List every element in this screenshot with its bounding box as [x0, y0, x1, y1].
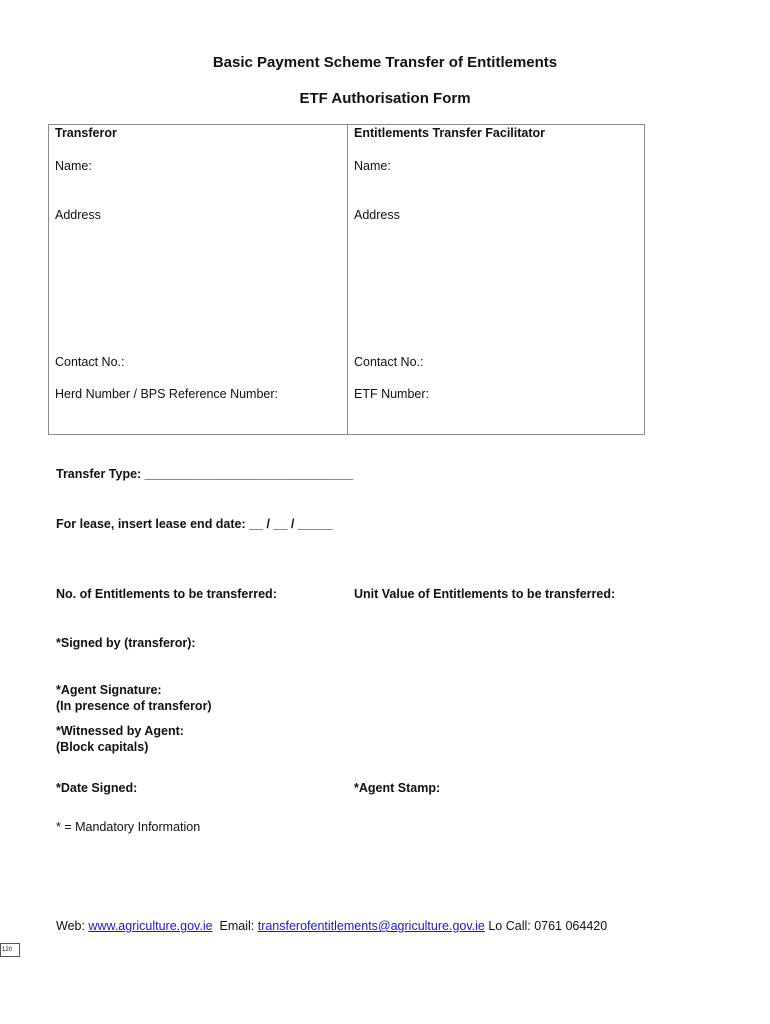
- locall-text: Lo Call: 0761 064420: [484, 919, 608, 933]
- transferor-heading: Transferor: [55, 126, 117, 140]
- parties-table: [48, 124, 645, 435]
- document-title: Basic Payment Scheme Transfer of Entitlements: [212, 54, 558, 71]
- mandatory-note: * = Mandatory Information: [56, 820, 201, 834]
- contact-footer: [56, 919, 607, 933]
- page-marker: 120: [0, 943, 20, 957]
- facilitator-etf-label: ETF Number:: [354, 387, 430, 401]
- agent-signature-note: (In presence of transferor): [56, 699, 212, 713]
- document-subtitle: ETF Authorisation Form: [299, 90, 471, 107]
- email-label: Email:: [212, 919, 258, 933]
- witnessed-note: (Block capitals): [56, 740, 149, 754]
- facilitator-address-label: Address: [354, 208, 400, 222]
- table-divider: [347, 125, 348, 434]
- lease-end-date-field: For lease, insert lease end date: __ / __ / _____: [56, 517, 333, 531]
- transferor-herd-label: Herd Number / BPS Reference Number:: [55, 387, 279, 401]
- web-link[interactable]: www.agriculture.gov.ie: [88, 919, 213, 933]
- transferor-name-label: Name:: [55, 159, 92, 173]
- date-signed-label: *Date Signed:: [56, 781, 138, 795]
- facilitator-contact-label: Contact No.:: [354, 355, 424, 369]
- witnessed-label: *Witnessed by Agent:: [56, 724, 184, 738]
- signed-by-label: *Signed by (transferor):: [56, 636, 196, 650]
- transferor-address-label: Address: [55, 208, 101, 222]
- facilitator-heading: Entitlements Transfer Facilitator: [354, 126, 546, 140]
- unit-value-label: Unit Value of Entitlements to be transferred:: [354, 587, 616, 601]
- transferor-contact-label: Contact No.:: [55, 355, 125, 369]
- email-link[interactable]: transferofentitlements@agriculture.gov.ie: [257, 919, 485, 933]
- transfer-type-field: Transfer Type: ______________________________: [56, 467, 354, 481]
- num-entitlements-label: No. of Entitlements to be transferred:: [56, 587, 277, 601]
- facilitator-name-label: Name:: [354, 159, 391, 173]
- web-label: Web:: [56, 919, 89, 933]
- agent-signature-label: *Agent Signature:: [56, 683, 162, 697]
- agent-stamp-label: *Agent Stamp:: [354, 781, 441, 795]
